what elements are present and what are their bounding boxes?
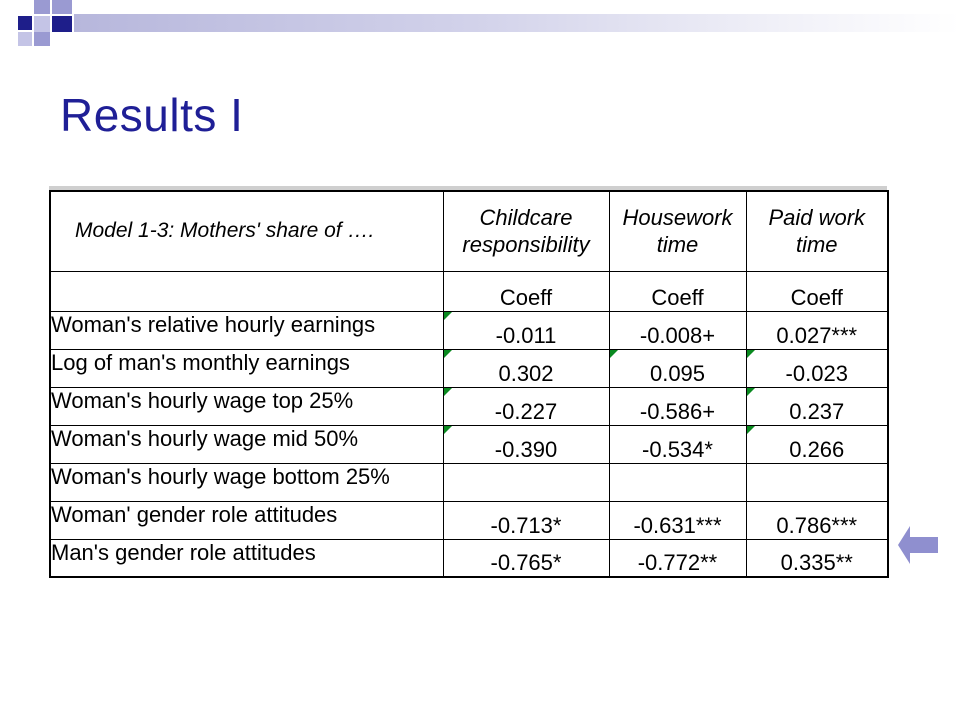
row-label: Woman's hourly wage top 25% [50,387,443,425]
cell-paidwork [746,311,888,349]
cell-housework [609,311,746,349]
model-label: Model 1-3: Mothers' share of …. [75,219,375,243]
corner-square-lavender [34,0,50,14]
table-row [50,311,888,349]
cell-housework [609,463,746,501]
cell-paidwork [746,349,888,387]
cell-value: -0.008+ [639,322,716,348]
table-row [50,539,888,577]
header-childcare-line2: responsibility [462,232,590,258]
cell-housework [609,387,746,425]
cell-paidwork: 0.335** [746,539,888,577]
cell-comment-triangle-icon [610,350,618,358]
cell-comment-triangle-icon [444,312,452,320]
cell-paidwork [746,387,888,425]
cell-childcare [443,387,609,425]
cell-comment-triangle-icon [747,388,755,396]
cell-housework: -0.631*** [609,501,746,539]
cell-value: 0.266 [789,436,845,462]
corner-square-light-2 [18,32,32,46]
cell-childcare: -0.713* [443,501,609,539]
cell-value: 0.302 [498,360,554,386]
cell-childcare [443,311,609,349]
model-label-cell [50,191,443,271]
row-label: Log of man's monthly earnings [50,349,443,387]
table-header-row [50,191,888,271]
row-label: Woman's relative hourly earnings [50,311,443,349]
cell-housework: -0.772** [609,539,746,577]
back-arrow-svg [898,526,938,564]
cell-paidwork: 0.786*** [746,501,888,539]
table-row [50,425,888,463]
header-housework-line1: Housework [622,204,733,230]
corner-square-lavender-2 [52,0,72,14]
cell-comment-triangle-icon [444,388,452,396]
cell-paidwork [746,425,888,463]
cell-comment-triangle-icon [444,426,452,434]
coeff-label-3: Coeff [746,271,888,311]
cell-childcare [443,463,609,501]
results-table [49,190,889,578]
cell-value: 0.095 [649,360,706,386]
row-label: Man's gender role attitudes [50,539,443,577]
header-housework-line2: time [656,232,699,258]
cell-value: -0.586+ [639,398,716,424]
cell-childcare [443,349,609,387]
slide-title: Results I [60,89,244,141]
corner-square-lavender-3 [34,32,50,46]
cell-value: 0.237 [789,398,845,424]
cell-value: -0.011 [495,322,557,348]
coeff-label-1: Coeff [443,271,609,311]
back-arrow-icon[interactable] [898,526,938,564]
table-row [50,501,888,539]
header-paidwork-line2: time [795,232,838,258]
corner-square-light [34,16,50,32]
corner-square-navy [18,16,32,30]
coeff-label-2: Coeff [609,271,746,311]
header-gradient-bar [74,14,960,32]
cell-childcare: -0.765* [443,539,609,577]
coeff-row-label [50,271,443,311]
row-label: Woman's hourly wage bottom 25% [50,463,443,501]
cell-childcare [443,425,609,463]
cell-value: -0.534* [642,436,713,462]
table-row [50,387,888,425]
cell-value: -0.023 [785,360,848,386]
cell-housework [609,349,746,387]
cell-comment-triangle-icon [747,426,755,434]
header-housework [609,191,746,271]
cell-value: -0.390 [494,436,558,462]
cell-comment-triangle-icon [444,350,452,358]
table-row [50,463,888,501]
header-childcare-line1: Childcare [479,204,573,230]
header-paidwork-line1: Paid work [768,204,866,230]
header-paidwork [746,191,888,271]
cell-comment-triangle-icon [747,350,755,358]
coeff-row [50,271,888,311]
table-row [50,349,888,387]
cell-housework [609,425,746,463]
corner-square-navy-2 [52,16,72,32]
row-label: Woman' gender role attitudes [50,501,443,539]
cell-value: 0.027*** [776,322,858,348]
row-label: Woman's hourly wage mid 50% [50,425,443,463]
header-childcare [443,191,609,271]
cell-value: -0.227 [494,398,558,424]
cell-paidwork [746,463,888,501]
